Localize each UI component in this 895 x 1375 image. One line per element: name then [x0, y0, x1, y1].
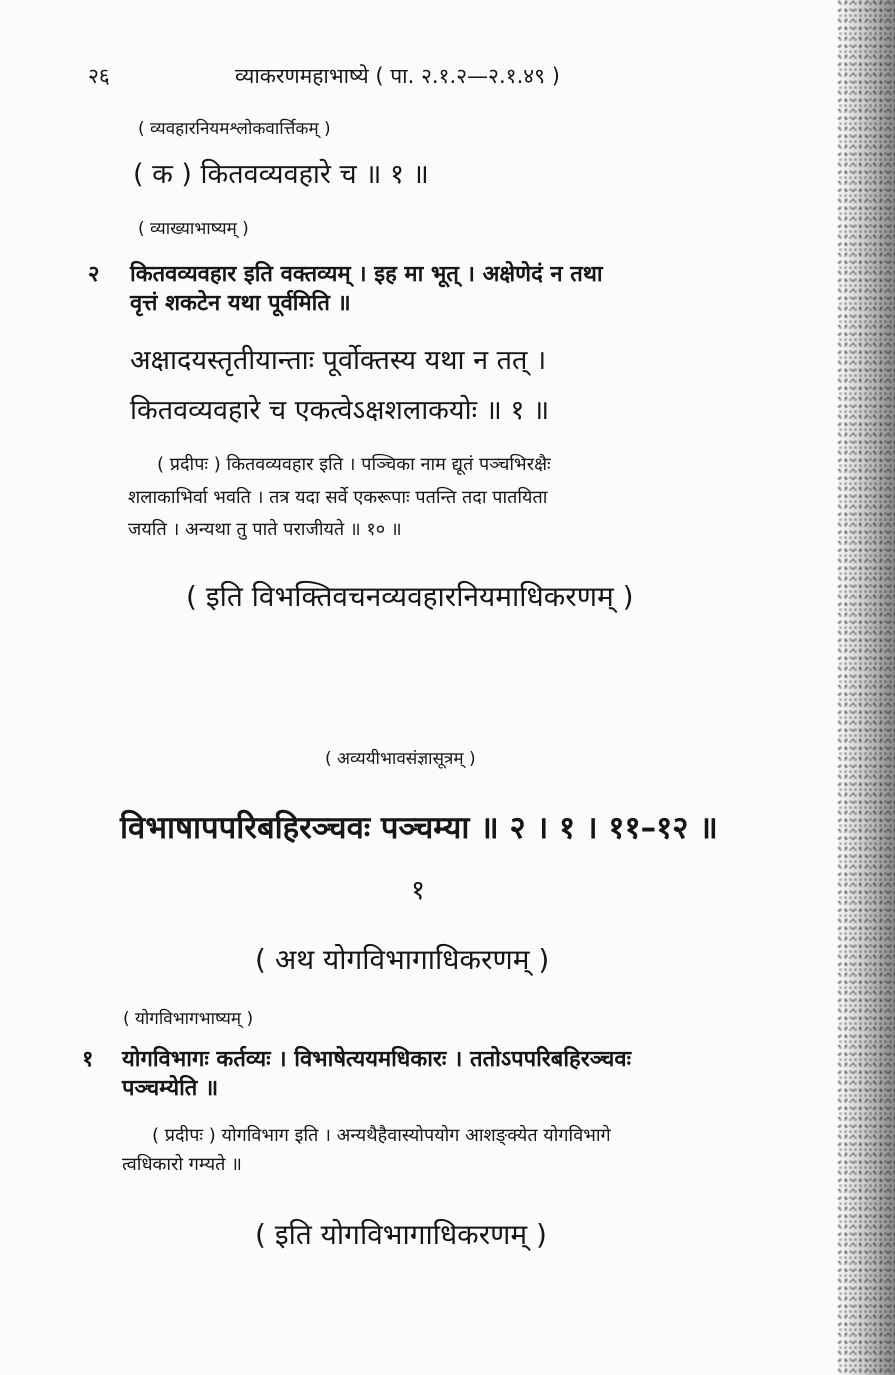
verse-line-1: अक्षादयस्तृतीयान्ताः पूर्वोक्तस्य यथा न तत् । [130, 345, 547, 376]
adhikarana-heading: ( अथ योगविभागाधिकरणम् ) [255, 943, 550, 976]
label-yogavibhaga-bhashya: ( योगविभागभाष्यम् ) [123, 1009, 254, 1029]
bhashya2-line-2: पञ्चम्येति ॥ [122, 1076, 219, 1101]
sutra-line: विभाषापपरिबहिरञ्चवः पञ्चम्या ॥ २ । १ । ११–१२ ॥ [120, 810, 718, 846]
label-bhashya: ( व्याख्याभाष्यम् ) [138, 219, 249, 239]
pradipa2-line-2: त्वधिकारो गम्यते ॥ [122, 1154, 242, 1175]
bhashya-number: २ [88, 262, 100, 287]
label-varttika: ( व्यवहारनियमश्लोकवार्त्तिकम् ) [138, 119, 331, 139]
scanned-page-edge [837, 0, 895, 1375]
bhashya2-line-1: योगविभागः कर्तव्यः । विभाषेत्ययमधिकारः । ततोऽपपरिबहिरञ्चवः [122, 1047, 632, 1072]
pradipa2-line-1: ( प्रदीपः ) योगविभाग इति । अन्यथैहैवास्योपयोग आशङ्क्येत योगविभागे [152, 1125, 611, 1146]
pradipa-line-2: शलाकाभिर्वा भवति । तत्र यदा सर्वे एकरूपाः पतन्ति तदा पातयिता [128, 487, 548, 508]
sutra-number: १ [411, 875, 426, 906]
section-closing-2: ( इति योगविभागाधिकरणम् ) [255, 1218, 547, 1251]
bhashya-line-2: वृत्तं शकटेन यथा पूर्वमिति ॥ [130, 291, 351, 316]
pradipa-line-3: जयति । अन्यथा तु पाते पराजीयते ॥ १० ॥ [128, 519, 402, 540]
label-sutra: ( अव्ययीभावसंज्ञासूत्रम् ) [325, 749, 476, 769]
varttika-line: ( क ) कितवव्यवहारे च ॥ १ ॥ [133, 159, 429, 190]
bhashya-number-2: १ [82, 1047, 94, 1072]
verse-line-2: कितवव्यवहारे च एकत्वेऽक्षशलाकयोः ॥ १ ॥ [130, 395, 550, 426]
page-number: २६ [88, 64, 110, 88]
section-closing-1: ( इति विभक्तिवचनव्यवहारनियमाधिकरणम् ) [186, 580, 634, 613]
pradipa-line-1: ( प्रदीपः ) कितवव्यवहार इति । पञ्चिका नाम द्यूतं पञ्चभिरक्षैः [157, 454, 551, 475]
bhashya-line-1: कितवव्यवहार इति वक्तव्यम् । इह मा भूत् । अक्षेणेदं न तथा [130, 262, 603, 287]
running-title: व्याकरणमहाभाष्ये ( पा. २.१.२—२.१.४९ ) [235, 64, 560, 88]
